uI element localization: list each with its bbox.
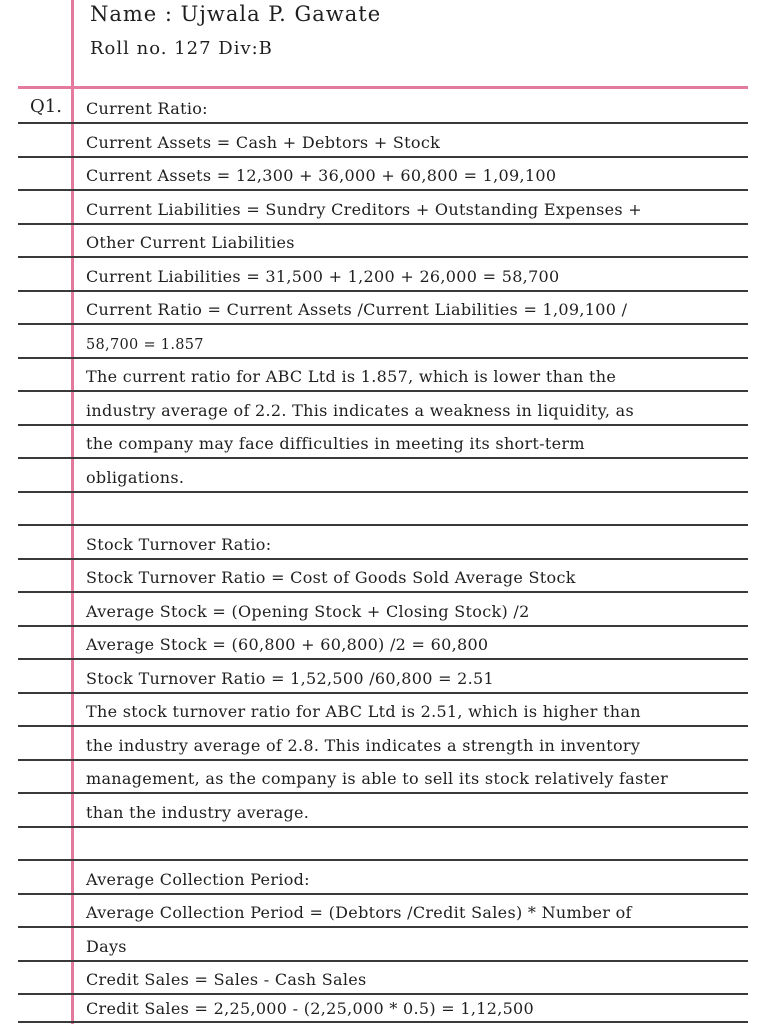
text-line: obligations. bbox=[86, 468, 185, 487]
ruled-line bbox=[18, 826, 748, 828]
ruled-line bbox=[18, 960, 748, 962]
text-line: Current Assets = Cash + Debtors + Stock bbox=[86, 133, 441, 152]
ruled-line bbox=[18, 859, 748, 861]
ruled-line bbox=[18, 256, 748, 258]
text-line: Current Liabilities = Sundry Creditors + Outstanding Expenses + bbox=[86, 200, 642, 219]
text-line: the industry average of 2.8. This indicates a strength in inventory bbox=[86, 736, 641, 755]
margin-line bbox=[71, 0, 74, 1024]
ruled-line bbox=[18, 792, 748, 794]
ruled-line bbox=[18, 223, 748, 225]
heading-average-collection-period: Average Collection Period: bbox=[86, 870, 310, 889]
text-line: management, as the company is able to sell its stock relatively faster bbox=[86, 769, 669, 788]
ruled-line bbox=[18, 357, 748, 359]
ruled-line bbox=[18, 323, 748, 325]
text-line: Stock Turnover Ratio = Cost of Goods Sold Average Stock bbox=[86, 568, 576, 587]
ruled-line bbox=[18, 759, 748, 761]
text-line: Average Collection Period = (Debtors /Credit Sales) * Number of bbox=[86, 903, 632, 922]
ruled-line bbox=[18, 290, 748, 292]
roll-and-division: Roll no. 127 Div:B bbox=[90, 38, 273, 59]
student-name: Name : Ujwala P. Gawate bbox=[90, 2, 382, 26]
text-line: Average Stock = (60,800 + 60,800) /2 = 60,800 bbox=[86, 635, 489, 654]
text-line: than the industry average. bbox=[86, 803, 310, 822]
heading-current-ratio: Current Ratio: bbox=[86, 99, 208, 118]
text-line: Days bbox=[86, 937, 127, 956]
ruled-line bbox=[18, 390, 748, 392]
text-line: The current ratio for ABC Ltd is 1.857, which is lower than the bbox=[86, 367, 617, 386]
ruled-line bbox=[18, 189, 748, 191]
ruled-line bbox=[18, 1021, 748, 1023]
text-line: Other Current Liabilities bbox=[86, 233, 295, 252]
ruled-line bbox=[18, 491, 748, 493]
text-line: The stock turnover ratio for ABC Ltd is 2.51, which is higher than bbox=[86, 702, 641, 721]
ruled-line bbox=[18, 692, 748, 694]
text-line: Stock Turnover Ratio = 1,52,500 /60,800 = 2.51 bbox=[86, 669, 494, 688]
ruled-line bbox=[18, 558, 748, 560]
text-line: 58,700 = 1.857 bbox=[86, 337, 204, 353]
ruled-line bbox=[18, 926, 748, 928]
ruled-line bbox=[18, 725, 748, 727]
text-line: Credit Sales = Sales - Cash Sales bbox=[86, 970, 367, 989]
ruled-line bbox=[18, 993, 748, 995]
heading-stock-turnover-ratio: Stock Turnover Ratio: bbox=[86, 535, 272, 554]
text-line: the company may face difficulties in meeting its short-term bbox=[86, 434, 585, 453]
ruled-line bbox=[18, 625, 748, 627]
ruled-line bbox=[18, 591, 748, 593]
header-rule bbox=[18, 86, 748, 89]
ruled-line bbox=[18, 524, 748, 526]
ruled-line bbox=[18, 457, 748, 459]
text-line: Current Ratio = Current Assets /Current Liabilities = 1,09,100 / bbox=[86, 300, 628, 319]
text-line: Average Stock = (Opening Stock + Closing Stock) /2 bbox=[86, 602, 530, 621]
text-line: Current Assets = 12,300 + 36,000 + 60,800 = 1,09,100 bbox=[86, 166, 557, 185]
ruled-line bbox=[18, 122, 748, 124]
text-line: Credit Sales = 2,25,000 - (2,25,000 * 0.5) = 1,12,500 bbox=[86, 999, 535, 1018]
ruled-line bbox=[18, 658, 748, 660]
question-number: Q1. bbox=[30, 96, 62, 117]
ruled-line bbox=[18, 424, 748, 426]
ruled-line bbox=[18, 893, 748, 895]
ruled-line bbox=[18, 156, 748, 158]
text-line: industry average of 2.2. This indicates a weakness in liquidity, as bbox=[86, 401, 634, 420]
text-line: Current Liabilities = 31,500 + 1,200 + 26,000 = 58,700 bbox=[86, 267, 560, 286]
